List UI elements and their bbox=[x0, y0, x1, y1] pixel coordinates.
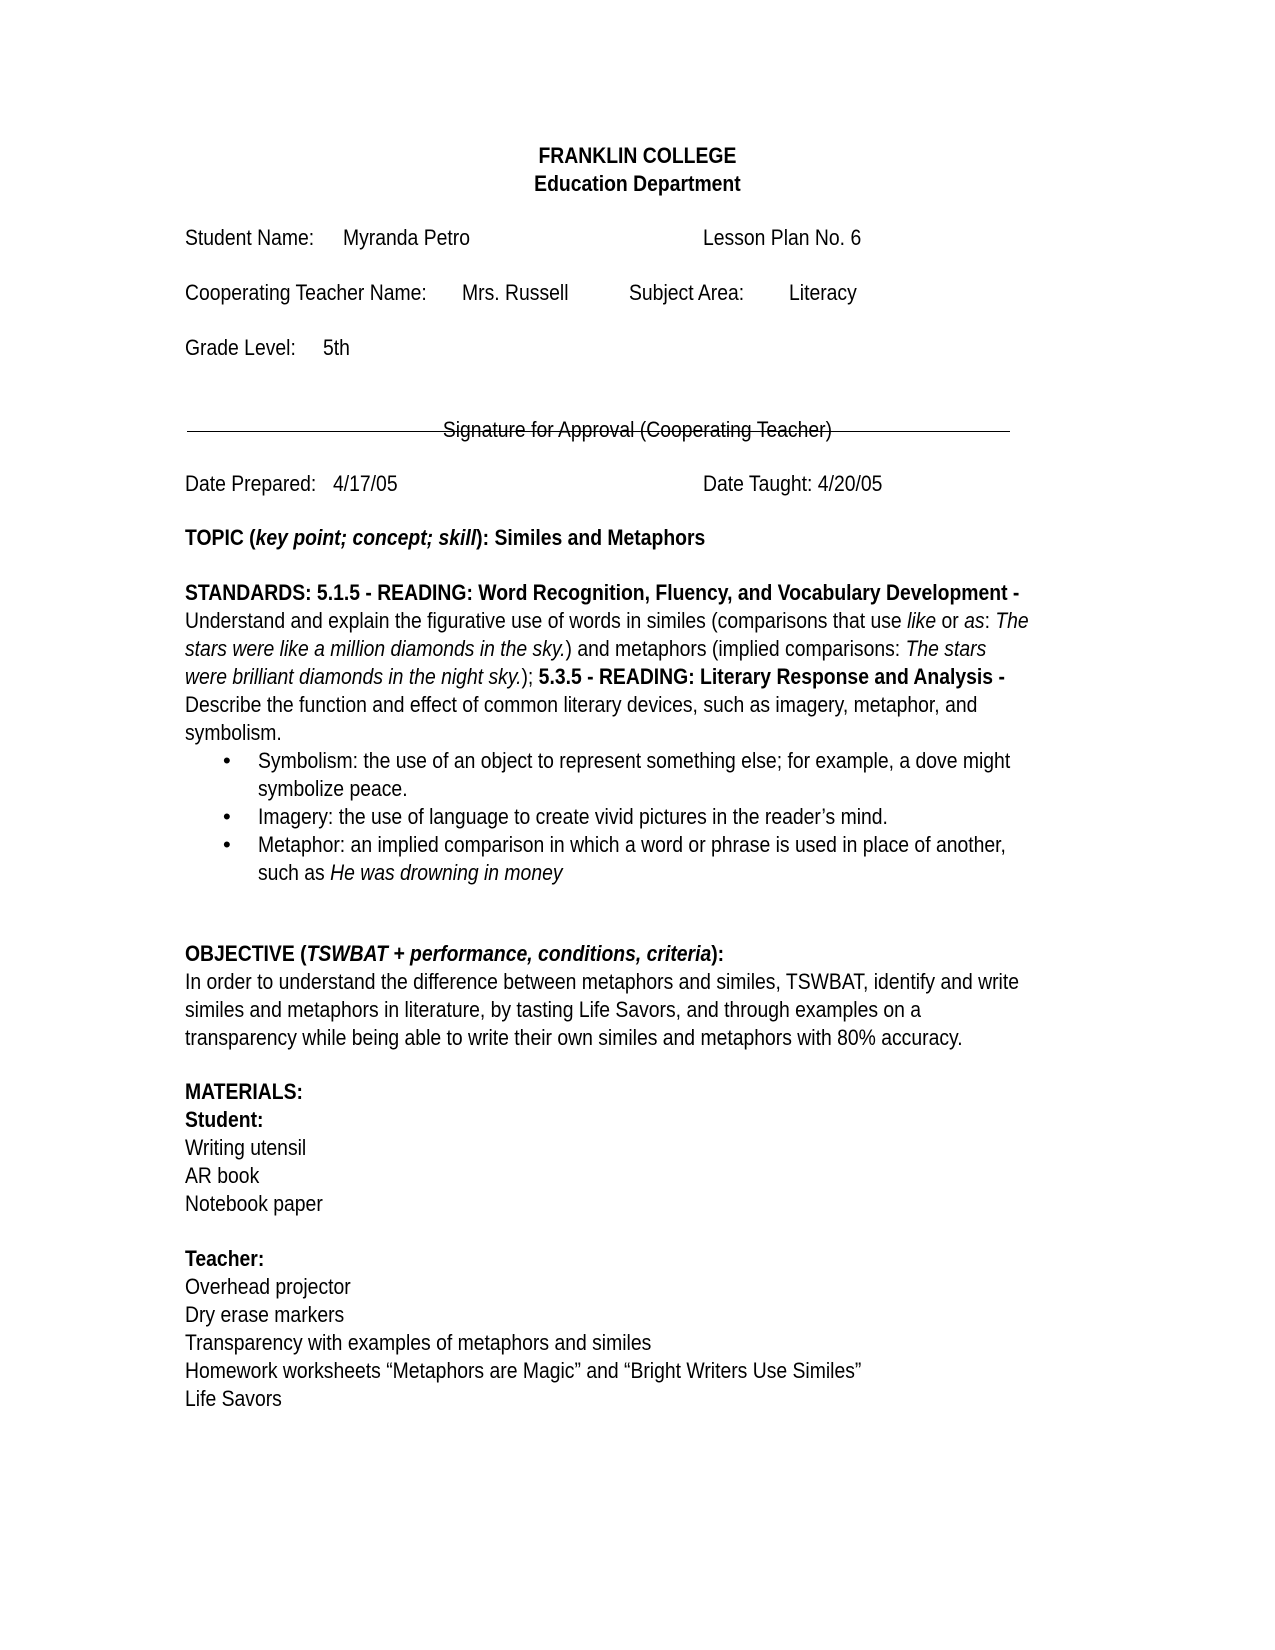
bullet-symbolism-line-1: Symbolism: the use of an object to represent something else; for example, a dove might bbox=[258, 748, 1011, 773]
topic-line bbox=[185, 524, 705, 552]
standards-text: or bbox=[936, 608, 965, 633]
standards-line-5: symbolism. bbox=[185, 720, 282, 745]
teacher-material-item: Homework worksheets “Metaphors are Magic” and “Bright Writers Use Similes” bbox=[185, 1358, 862, 1383]
objective-label-italic: TSWBAT + performance, conditions, criteria bbox=[306, 941, 712, 966]
student-name-value: Myranda Petro bbox=[343, 225, 470, 250]
objective-label: OBJECTIVE ( bbox=[185, 941, 307, 966]
objective-line-2: similes and metaphors in literature, by tasting Life Savors, and through examples on a bbox=[185, 997, 922, 1022]
student-material-item: Notebook paper bbox=[185, 1191, 323, 1216]
topic-label-italic: key point; concept; skill bbox=[255, 525, 477, 550]
bullet-italic-example: He was drowning in money bbox=[330, 860, 563, 885]
lesson-plan-number: Lesson Plan No. 6 bbox=[703, 225, 862, 250]
topic-label: TOPIC ( bbox=[185, 525, 256, 550]
date-prepared-label: Date Prepared: bbox=[185, 471, 317, 496]
department-name: Education Department bbox=[534, 171, 741, 196]
date-prepared-value: 4/17/05 bbox=[333, 471, 398, 496]
standards-text: Understand and explain the figurative use of words in similes (comparisons that use bbox=[185, 608, 908, 633]
bullet-metaphor-line-1: Metaphor: an implied comparison in which a word or phrase is used in place of another, bbox=[258, 832, 1006, 857]
teacher-name-label: Cooperating Teacher Name: bbox=[185, 280, 427, 305]
signature-caption: Signature for Approval (Cooperating Teacher) bbox=[442, 417, 833, 442]
subject-area-value: Literacy bbox=[789, 280, 857, 305]
standards-line-3 bbox=[185, 663, 1005, 691]
standards-line-1 bbox=[185, 607, 1029, 635]
standards-italic-example: stars were like a million diamonds in the sky. bbox=[185, 636, 566, 661]
grade-level-value: 5th bbox=[323, 335, 350, 360]
student-material-item: AR book bbox=[185, 1163, 260, 1188]
bullet-metaphor-line-2 bbox=[258, 859, 563, 887]
standards-heading: STANDARDS: 5.1.5 - READING: Word Recognition, Fluency, and Vocabulary Development - bbox=[185, 580, 1020, 605]
date-taught: Date Taught: 4/20/05 bbox=[703, 471, 883, 496]
student-material-item: Writing utensil bbox=[185, 1135, 307, 1160]
subject-area-label: Subject Area: bbox=[629, 280, 745, 305]
bullet-icon: • bbox=[223, 748, 231, 773]
objective-line-1: In order to understand the difference between metaphors and similes, TSWBAT, identify and write bbox=[185, 969, 1020, 994]
materials-teacher-heading: Teacher: bbox=[185, 1246, 265, 1271]
materials-heading: MATERIALS: bbox=[185, 1079, 303, 1104]
standards-subheading: 5.3.5 - READING: Literary Response and Analysis - bbox=[538, 664, 1005, 689]
materials-student-heading: Student: bbox=[185, 1107, 264, 1132]
grade-level-label: Grade Level: bbox=[185, 335, 296, 360]
teacher-material-item: Life Savors bbox=[185, 1386, 282, 1411]
standards-line-2 bbox=[185, 635, 986, 663]
standards-italic-example: The bbox=[995, 608, 1029, 633]
standards-text: ); bbox=[521, 664, 539, 689]
standards-italic-like: like bbox=[907, 608, 937, 633]
standards-text: ) and metaphors (implied comparisons: bbox=[565, 636, 906, 661]
standards-text: : bbox=[984, 608, 996, 633]
standards-italic-as: as bbox=[964, 608, 985, 633]
standards-italic-example: The stars bbox=[905, 636, 987, 661]
bullet-icon: • bbox=[223, 832, 231, 857]
college-name: FRANKLIN COLLEGE bbox=[538, 143, 737, 168]
teacher-name-value: Mrs. Russell bbox=[462, 280, 569, 305]
student-name-label: Student Name: bbox=[185, 225, 315, 250]
bullet-icon: • bbox=[223, 804, 231, 829]
teacher-material-item: Transparency with examples of metaphors and similes bbox=[185, 1330, 652, 1355]
teacher-material-item: Dry erase markers bbox=[185, 1302, 345, 1327]
bullet-text: such as bbox=[258, 860, 331, 885]
teacher-material-item: Overhead projector bbox=[185, 1274, 351, 1299]
objective-heading bbox=[185, 940, 724, 968]
bullet-imagery-line-1: Imagery: the use of language to create vivid pictures in the reader’s mind. bbox=[258, 804, 888, 829]
bullet-symbolism-line-2: symbolize peace. bbox=[258, 776, 408, 801]
objective-line-3: transparency while being able to write their own similes and metaphors with 80% accuracy. bbox=[185, 1025, 963, 1050]
objective-label-end: ): bbox=[711, 941, 725, 966]
standards-italic-example: were brilliant diamonds in the night sky. bbox=[185, 664, 522, 689]
standards-line-4: Describe the function and effect of common literary devices, such as imagery, metaphor, and bbox=[185, 692, 978, 717]
topic-value: ): Similes and Metaphors bbox=[476, 525, 706, 550]
